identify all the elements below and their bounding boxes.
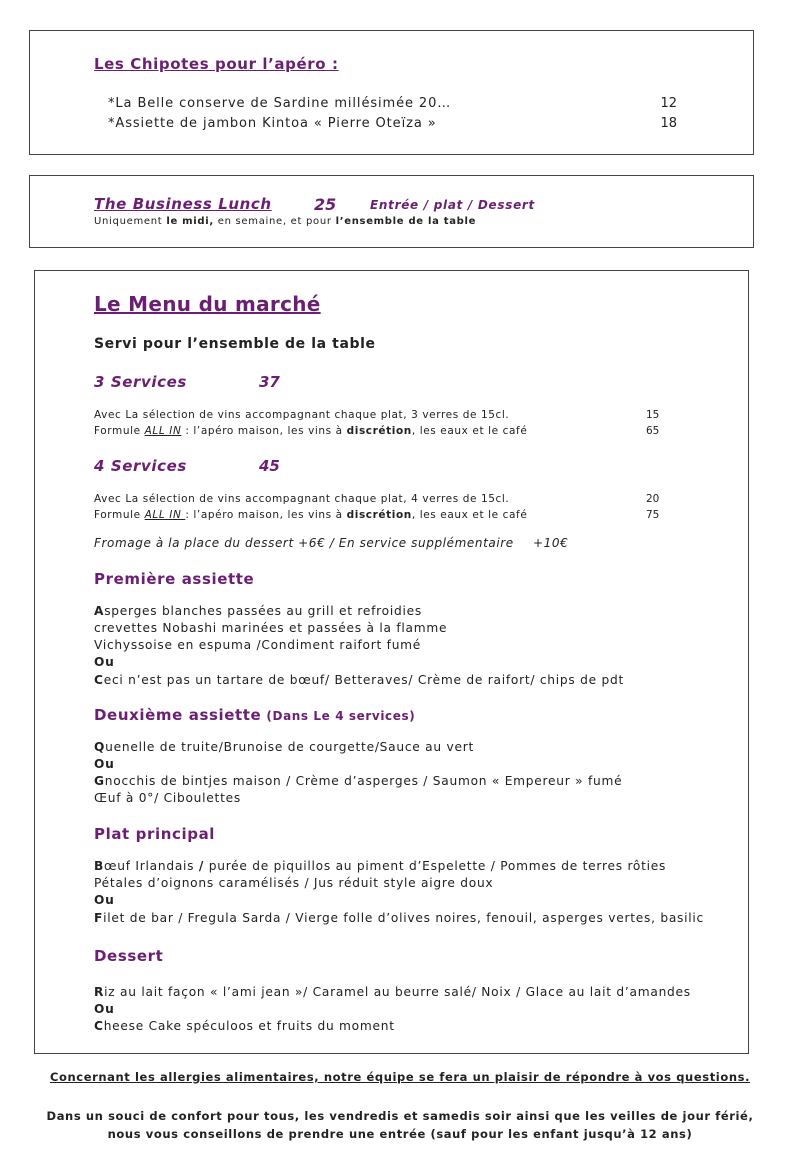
dish-line: Cheese Cake spéculoos et fruits du moment xyxy=(94,1019,395,1033)
four-wine-price: 20 xyxy=(646,493,660,505)
or-separator: Ou xyxy=(94,893,115,907)
dish-line: Vichyssoise en espuma /Condiment raifort fumé xyxy=(94,638,422,652)
dish-line: Riz au lait façon « l’ami jean »/ Caramel au beurre salé/ Noix / Glace au lait d’amandes xyxy=(94,985,691,999)
four-all-in-price: 75 xyxy=(646,509,660,521)
business-lunch-section xyxy=(29,175,754,248)
second-course-subtitle: (Dans Le 4 services) xyxy=(266,709,416,723)
four-services-price: 45 xyxy=(259,457,280,475)
dish-line: Ceci n’est pas un tartare de bœuf/ Betteraves/ Crème de raifort/ chips de pdt xyxy=(94,673,624,687)
three-all-in-formula: Formule ALL IN : l’apéro maison, les vins à discrétion, les eaux et le café xyxy=(94,425,528,437)
four-all-in-formula: Formule ALL IN : l’apéro maison, les vins à discrétion, les eaux et le café xyxy=(94,509,528,521)
four-services-name: 4 Services xyxy=(94,457,187,475)
comfort-note xyxy=(0,1107,800,1143)
cheese-option: Fromage à la place du dessert +6€ / En service supplémentaire xyxy=(94,536,514,550)
apero-item-label: *La Belle conserve de Sardine millésimée 20… xyxy=(108,96,452,111)
business-lunch-price: 25 xyxy=(314,195,337,214)
four-wine-pairing: Avec La sélection de vins accompagnant chaque plat, 4 verres de 15cl. xyxy=(94,493,510,505)
three-all-in-price: 65 xyxy=(646,425,660,437)
market-menu-section xyxy=(34,270,749,1054)
three-wine-price: 15 xyxy=(646,409,660,421)
apero-item-label: *Assiette de jambon Kintoa « Pierre Oteïza » xyxy=(108,116,437,131)
or-separator: Ou xyxy=(94,757,115,771)
three-services-name: 3 Services xyxy=(94,373,187,391)
dish-line: Pétales d’oignons caramélisés / Jus réduit style aigre doux xyxy=(94,876,494,890)
dessert-title: Dessert xyxy=(94,947,164,965)
dish-line: Filet de bar / Fregula Sarda / Vierge folle d’olives noires, fenouil, asperges vertes, basilic xyxy=(94,911,704,925)
apero-section xyxy=(29,30,754,155)
market-menu-title: Le Menu du marché xyxy=(94,292,321,316)
three-wine-pairing: Avec La sélection de vins accompagnant chaque plat, 3 verres de 15cl. xyxy=(94,409,510,421)
or-separator: Ou xyxy=(94,1002,115,1016)
apero-item-price: 18 xyxy=(660,116,677,131)
business-lunch-title: The Business Lunch xyxy=(94,195,272,213)
apero-title: Les Chipotes pour l’apéro : xyxy=(94,55,339,73)
apero-item-price: 12 xyxy=(660,96,677,111)
main-course-title: Plat principal xyxy=(94,825,216,843)
first-course-title: Première assiette xyxy=(94,570,255,588)
second-course-heading xyxy=(94,705,415,724)
dish-line: Œuf à 0°/ Ciboulettes xyxy=(94,791,241,805)
business-lunch-courses: Entrée / plat / Dessert xyxy=(370,198,535,212)
cheese-option-extra: +10€ xyxy=(533,536,569,550)
allergy-note: Concernant les allergies alimentaires, notre équipe se fera un plaisir de répondre à vos questions. xyxy=(49,1070,751,1084)
or-separator: Ou xyxy=(94,655,115,669)
dish-line: Quenelle de truite/Brunoise de courgette/Sauce au vert xyxy=(94,740,474,754)
business-lunch-note: Uniquement le midi, en semaine, et pour l’ensemble de la table xyxy=(94,216,477,227)
second-course-title: Deuxième assiette xyxy=(94,706,262,724)
dish-line: crevettes Nobashi marinées et passées à la flamme xyxy=(94,621,448,635)
comfort-note-line: nous vous conseillons de prendre une entrée (sauf pour les enfant jusqu’à 12 ans) xyxy=(107,1127,693,1141)
comfort-note-line: Dans un souci de confort pour tous, les vendredis et samedis soir ainsi que les veilles de jour férié, xyxy=(46,1109,754,1123)
three-services-price: 37 xyxy=(259,373,280,391)
dish-line: Bœuf Irlandais / purée de piquillos au piment d’Espelette / Pommes de terres rôties xyxy=(94,859,667,873)
dish-line: Asperges blanches passées au grill et refroidies xyxy=(94,604,422,618)
dish-line: Gnocchis de bintjes maison / Crème d’asperges / Saumon « Empereur » fumé xyxy=(94,774,623,788)
served-note: Servi pour l’ensemble de la table xyxy=(94,336,376,352)
